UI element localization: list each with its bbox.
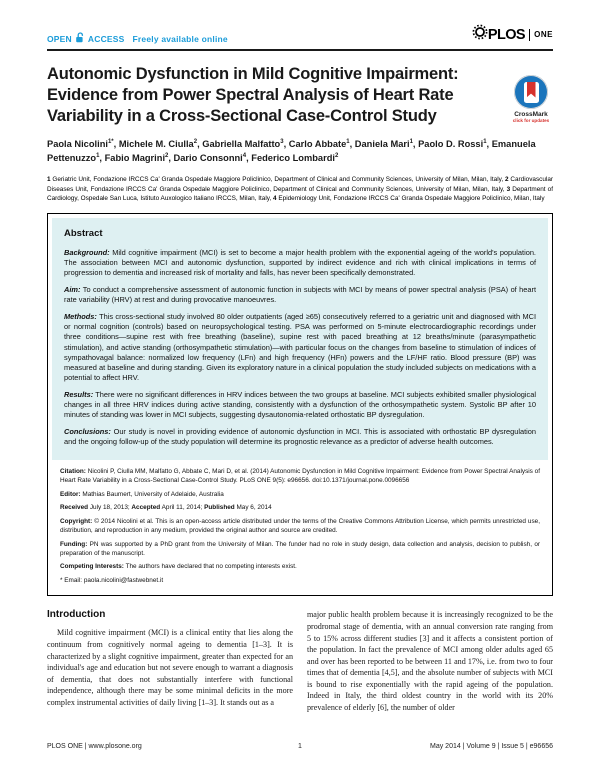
competing-interests-line: Competing Interests: The authors have declared that no competing interests exist. xyxy=(60,563,297,571)
crossmark-page-icon xyxy=(524,82,539,103)
dates-line: Received July 18, 2013; Accepted April 11, 2014; Published May 6, 2014 xyxy=(60,504,272,512)
plos-gear-icon xyxy=(472,24,488,45)
abstract-conclusions: Conclusions: Our study is novel in providing evidence of autonomic dysfunction in MCI. This is associated with orthostatic BP dysregulation and the ongoing follow-up of the study population will determine its prognostic relevance as a predictor of adverse health outcomes. xyxy=(64,427,536,447)
author: Paolo D. Rossi$^1$, xyxy=(418,138,492,149)
logo-divider xyxy=(529,29,530,41)
copyright-line: Copyright: © 2014 Nicolini et al. This is an open-access article distributed under the terms of the Creative Commons Attribution License, which permits unrestricted use, distribution, and reproduction in any medium, provided the original author and source are credited. xyxy=(60,517,541,534)
title-block xyxy=(47,64,553,127)
author: Michele M. Ciulla$^2$, xyxy=(118,138,203,149)
author: Federico Lombardi$^2$ xyxy=(251,153,339,164)
abstract-background: Background: Mild cognitive impairment (MCI) is set to become a major health problem with the exponential ageing of the world's population. The association between MCI and autonomic dysfunction, supported by indirect evidence and rich with clinical implications in terms of progression to dementia and increased risk of mortality and falls, has never been specifically demonstrated. xyxy=(64,247,536,278)
plos-logo xyxy=(472,24,553,45)
crossmark-bookmark-icon xyxy=(527,82,536,98)
journal-name: ONE xyxy=(534,30,553,39)
open-access-line xyxy=(47,32,228,45)
crossmark-circle-icon xyxy=(514,75,548,109)
author: Daniela Mari$^1$, xyxy=(354,138,419,149)
crossmark-label: CrossMark xyxy=(514,111,548,118)
funding-line: Funding: PN was supported by a PhD grant from the University of Milan. The funder had no role in study design, data collection and analysis, decision to publish, or preparation of the manuscript. xyxy=(60,540,540,557)
author-list xyxy=(47,137,553,166)
article-title: Autonomic Dysfunction in Mild Cognitive Impairment: Evidence from Power Spectral Analysis of Heart Rate Variability in a Cross-Sectional Case-Control Study xyxy=(47,65,459,125)
editor-line: Editor: Mathias Baumert, University of Adelaide, Australia xyxy=(60,490,224,498)
abstract-heading: Abstract xyxy=(64,227,103,239)
author: Dario Consonni$^4$, xyxy=(173,153,252,164)
freely-available-label: Freely available online xyxy=(132,33,228,44)
abstract-section xyxy=(52,218,548,460)
open-access-open-label: OPEN xyxy=(47,33,72,44)
abstract-aim: Aim: To conduct a comprehensive assessment of autonomic function in subjects with MCI by means of power spectral analysis (PSA) of heart rate variability (HRV) at rest and during provocative manoeuvres. xyxy=(64,284,537,305)
open-lock-icon xyxy=(75,32,85,45)
article-meta xyxy=(52,460,548,591)
abstract-results: Results: There were no significant differences in HRV indices between the two groups at baseline. MCI subjects exhibited smaller physiological changes in all three HRV indices during active standing, consistently with a dysfunction of the orthosympathetic system. Systolic BP after 10 minutes of standing was lower in MCI subjects, suggesting dysautonomia-related orthostatic BP dysregulation. xyxy=(64,389,537,420)
author: Gabriella Malfatto$^3$, xyxy=(202,138,289,149)
masthead xyxy=(47,24,553,51)
page-footer xyxy=(47,743,553,750)
crossmark-sub-label: click for updates xyxy=(512,118,550,123)
introduction-paragraph-right: major public health problem because it is increasingly recognized to be the prodromal stage of dementia, with an annual conversion rate ranging from 5 to 15% across different studies [3] and it affects a consistent portion of the population. In fact the prevalence of MCI among older adults aged 65 and over has been reported to be between 11 and 17%, i.e. from two to four times that of dementia [4,5], and the absolute number of subjects with MCI is bound to rise exponentially with the rapid ageing of the population. Indeed in Italy, the third oldest country in the world with its 20% prevalence of elderly [6], the number of older xyxy=(307,610,553,712)
open-access-access-label: ACCESS xyxy=(87,33,125,44)
abstract-methods: Methods: This cross-sectional study involved 80 older outpatients (aged ≥65) consecutively referred to a geriatric unit and diagnosed with MCI or normal cognition (controls) based on neuropsychological testing. PSA was performed on 5-minute electrocardiographic recordings under three conditions—supine rest with free breathing (baseline), supine rest with paced breathing at 12 breaths/minute (parasympathetic stimulation), and active standing (orthosympathetic stimulation)—with particular focus on the changes from baseline to stimulation of indices of sympathovagal balance: normalized low frequency (LFn) and high frequency (HFn) powers and the LF/HF ratio. Blood pressure (BP) was measured at baseline and during standing. Given its exploratory nature in a clinical population the study included subjects on medications with a potential to affect HRV. xyxy=(64,311,536,383)
left-column xyxy=(47,609,293,713)
author: Paola Nicolini$^{1*}$, xyxy=(47,138,119,149)
author: Emanuela Pettenuzzo$^1$, xyxy=(47,138,536,164)
crossmark-badge[interactable] xyxy=(505,75,557,123)
email-line: * Email: paola.nicolini@fastwebnet.it xyxy=(60,576,164,584)
abstract-meta-box xyxy=(47,213,553,597)
author: Fabio Magrini$^2$, xyxy=(104,153,174,164)
citation-line: Citation: Nicolini P, Ciulla MM, Malfatto G, Abbate C, Mari D, et al. (2014) Autonomic Dysfunction in Mild Cognitive Impairment: Evidence from Power Spectral Analysis of Heart Rate Variability in a Cross-Sectional Case-Control Study. PLoS ONE 9(5): e96656. doi:10.1371/journal.pone.0096656 xyxy=(60,468,541,485)
right-column xyxy=(307,609,553,713)
article-body xyxy=(47,609,553,713)
introduction-paragraph-left: Mild cognitive impairment (MCI) is a clinical entity that lies along the continuum from cognitively normal ageing to dementia [1–3]. It is characterized by a slight cognitive impairment, greater than expected for an individual's age and education but not severe enough to warrant a diagnosis of dementia, that does not substantially interfere with functional independence, although there may be some minimal deficits in the more complex instrumental activities of daily living [1–3]. It stands out as a xyxy=(47,628,293,707)
plos-wordmark: PLOS xyxy=(487,26,525,43)
footer-journal-url: PLOS ONE | www.plosone.org xyxy=(47,743,142,750)
footer-page-number: 1 xyxy=(298,743,302,750)
author: Carlo Abbate$^1$, xyxy=(288,138,355,149)
footer-issue-info: May 2014 | Volume 9 | Issue 5 | e96656 xyxy=(430,743,553,750)
affiliations: 1 Geriatric Unit, Fondazione IRCCS Ca' Granda Ospedale Maggiore Policlinico, Department of Clinical and Community Sciences, University of Milan, Milan, Italy, 2 Cardiovascular Diseases Unit, Fondazione IRCCS Ca' Granda Ospedale Maggiore Policlinico, Department of Clinical and Community Sciences, University of Milan, Milan, Italy, 3 Department of Cardiology, Ospedale San Luca, Istituto Auxologico Italiano IRCCS, Milan, Italy, 4 Epidemiology Unit, Fondazione IRCCS Ca' Granda Ospedale Maggiore Policlinico, Milan, Italy xyxy=(47,175,553,203)
corresponding-email-link[interactable]: paola.nicolini@fastwebnet.it xyxy=(83,576,164,584)
introduction-heading: Introduction xyxy=(47,609,106,621)
